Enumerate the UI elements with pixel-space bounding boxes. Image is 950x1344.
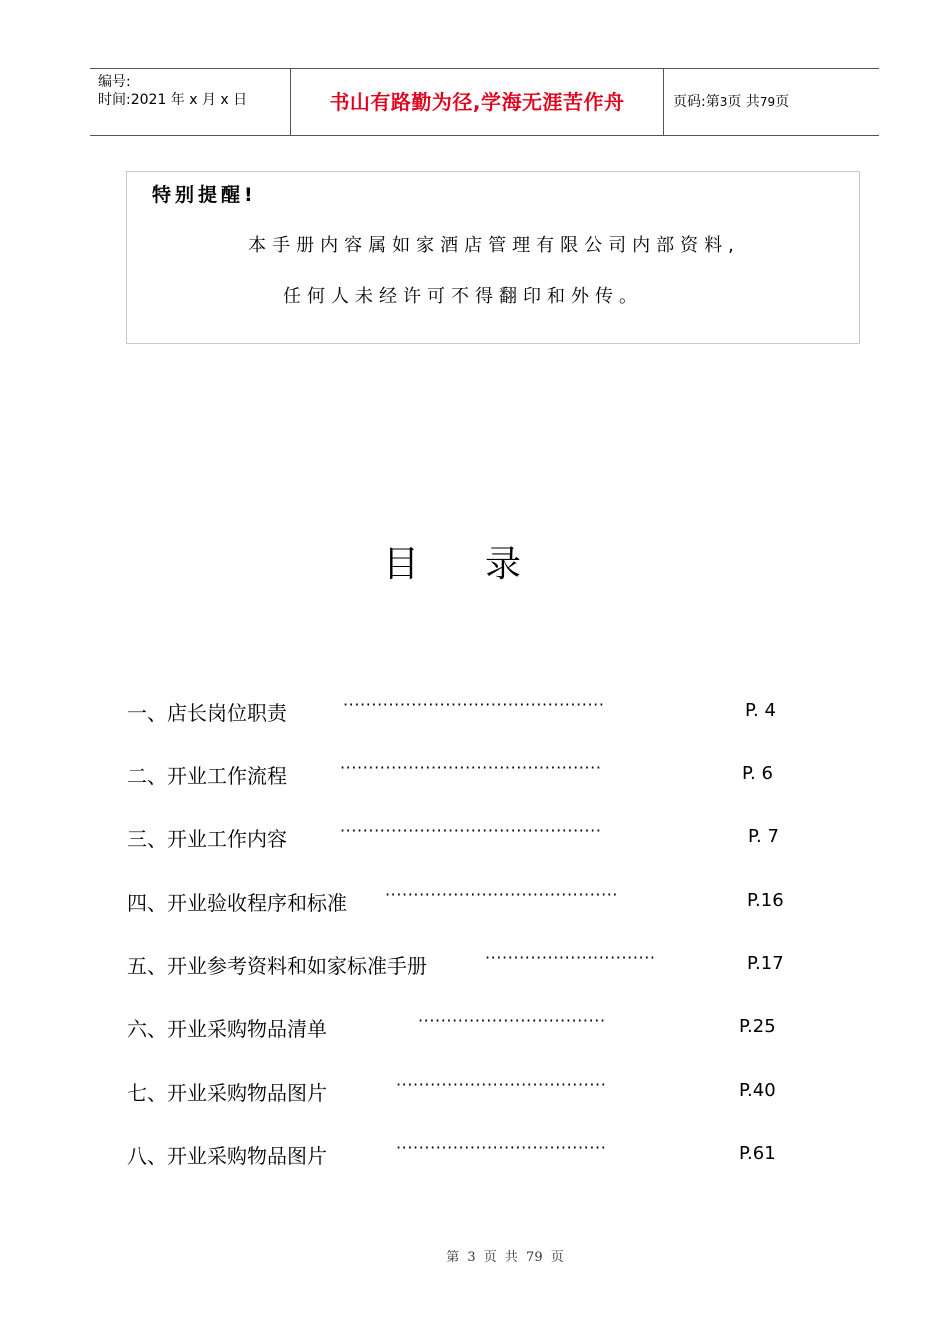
header-page-info: [664, 69, 879, 135]
toc-entry-leader: ······························: [485, 948, 656, 967]
toc-entry-page: P.40: [739, 1080, 776, 1101]
page-current: 3: [719, 95, 728, 109]
notice-line-1: 本手册内容属如家酒店管理有限公司内部资料,: [248, 235, 740, 256]
page-mid: 页 共: [727, 94, 760, 110]
toc-entry[interactable]: [127, 1140, 787, 1170]
header-motto: 书山有路勤为径,学海无涯苦作舟: [291, 69, 664, 135]
toc-entry-leader: ··············································: [340, 821, 602, 840]
header-meta-cell: [90, 69, 291, 135]
notice-box: [126, 171, 860, 344]
toc-title: 目录: [382, 544, 587, 585]
toc-entry[interactable]: [127, 697, 787, 727]
time-label: 时间:2021 年 x 月 x 日: [98, 92, 248, 108]
serial-label: 编号:: [98, 74, 131, 90]
toc-entry-label: 七、开业采购物品图片: [127, 1081, 327, 1105]
toc-entry[interactable]: [127, 1013, 787, 1043]
toc-entry-label: 六、开业采购物品清单: [127, 1017, 327, 1041]
notice-title: 特别提醒!: [152, 184, 257, 206]
toc-entry-page: P.61: [739, 1143, 776, 1164]
toc-entry-leader: ·········································: [385, 885, 619, 904]
toc-entry-leader: ·····································: [396, 1075, 607, 1094]
toc-entry-page: P.16: [747, 890, 784, 911]
toc-entry-leader: ··············································: [340, 758, 602, 777]
toc-entry-label: 五、开业参考资料和如家标准手册: [127, 954, 427, 978]
toc-entry-leader: ·····································: [396, 1138, 607, 1157]
page-prefix: 页码:第: [673, 94, 720, 110]
toc-entry-page: P. 6: [742, 763, 773, 784]
toc-entry[interactable]: [127, 760, 787, 790]
toc-entry-page: P. 7: [748, 826, 779, 847]
page-suffix: 页: [775, 94, 790, 110]
page-header: [90, 68, 879, 136]
toc-entry-label: 四、开业验收程序和标准: [127, 891, 347, 915]
toc-entry-leader: ··············································: [343, 695, 605, 714]
toc-entry[interactable]: [127, 1077, 787, 1107]
toc-entry-label: 一、店长岗位职责: [127, 701, 287, 725]
notice-line-2: 任何人未经许可不得翻印和外传。: [283, 286, 643, 307]
toc-entry-label: 八、开业采购物品图片: [127, 1144, 327, 1168]
toc-entry-label: 三、开业工作内容: [127, 827, 287, 851]
toc-entry-page: P.25: [739, 1016, 776, 1037]
toc-entry[interactable]: [127, 950, 787, 980]
toc-entry-page: P. 4: [745, 700, 776, 721]
toc-entry[interactable]: [127, 887, 787, 917]
toc-entry-leader: ·································: [418, 1011, 606, 1030]
page-footer: 第 3 页 共 79 页: [446, 1250, 564, 1265]
toc-entry-page: P.17: [747, 953, 784, 974]
toc-entry-label: 二、开业工作流程: [127, 764, 287, 788]
page-total: 79: [759, 95, 776, 109]
toc-entry[interactable]: [127, 823, 787, 853]
